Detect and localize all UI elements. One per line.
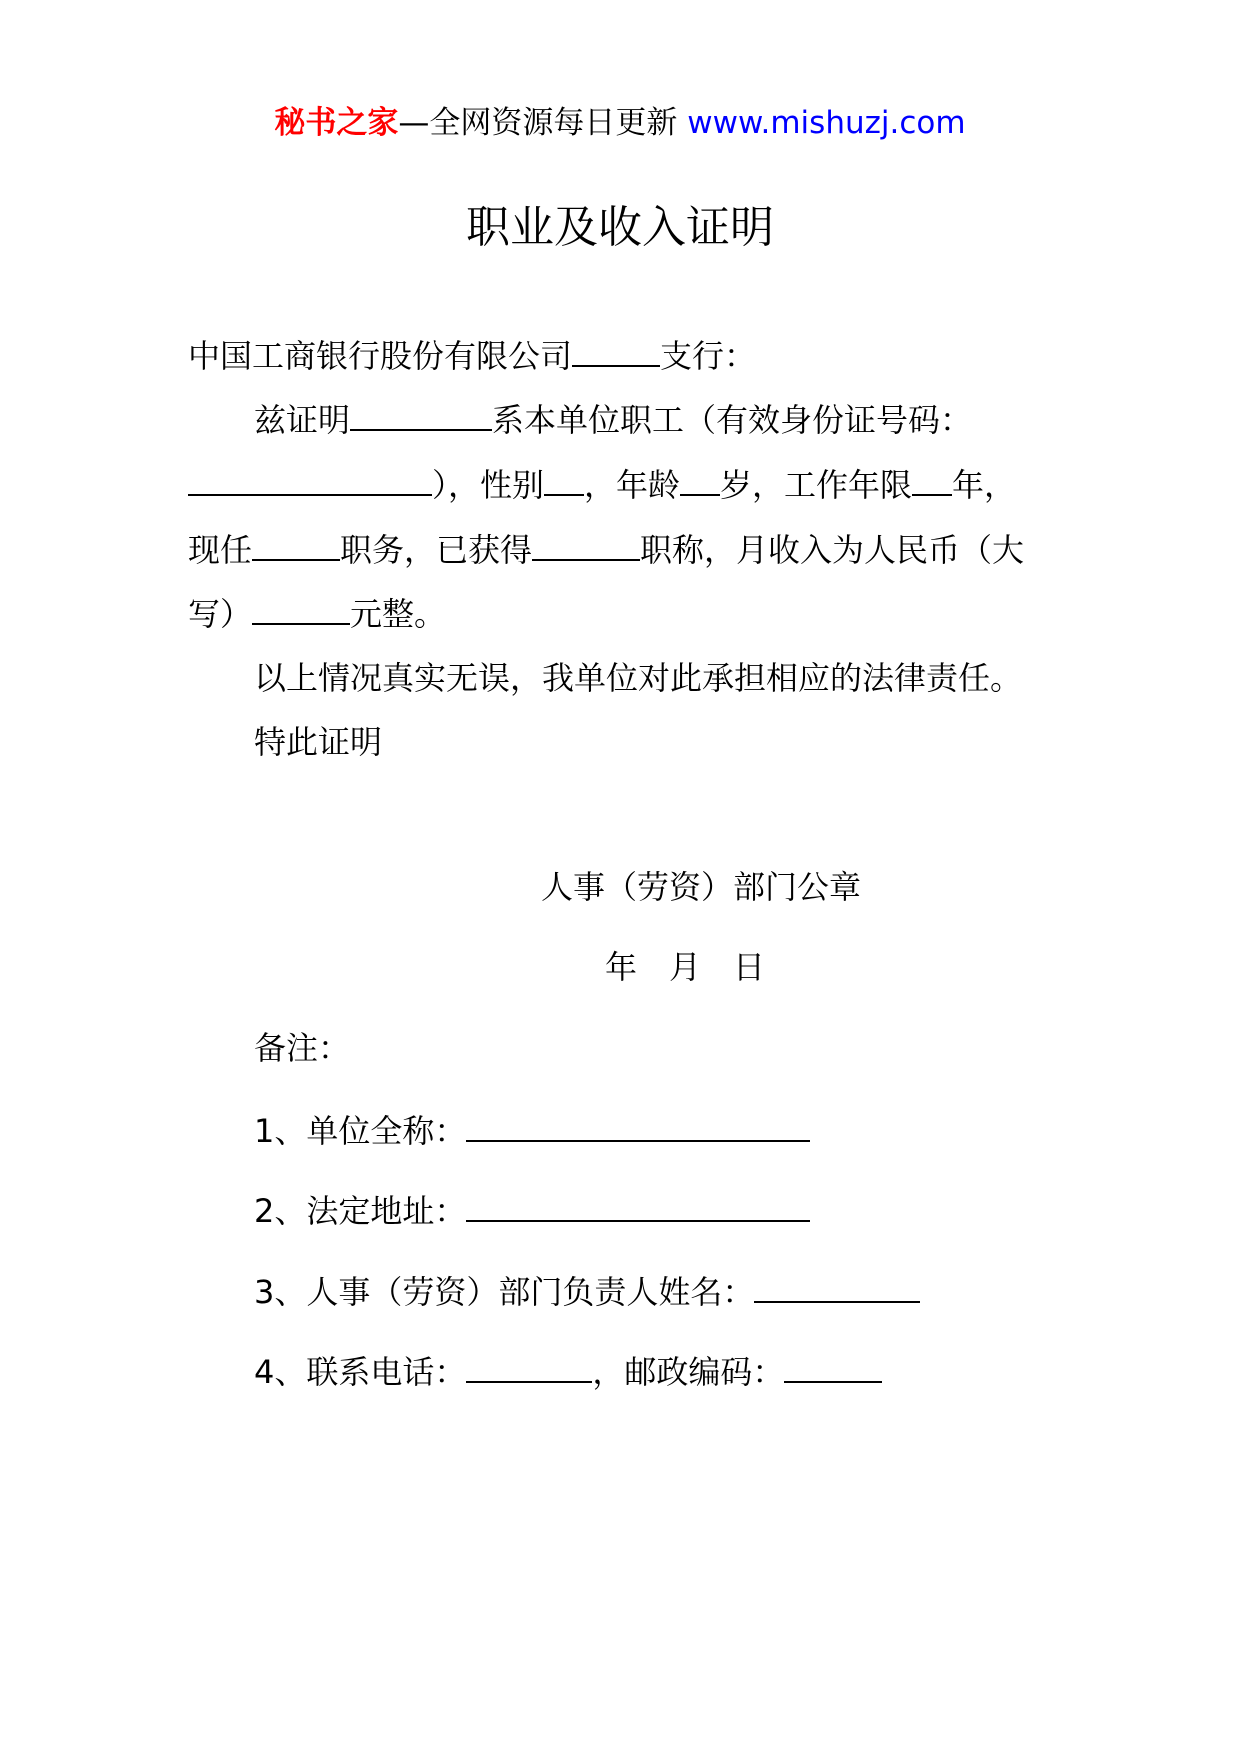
p2-text-a: ），性别 (432, 466, 545, 504)
gender-blank[interactable] (544, 464, 584, 496)
p2-text-b: ，年龄 (584, 466, 681, 504)
p4-text-b: 元整。 (350, 595, 447, 633)
statement-text: 以上情况真实无误，我单位对此承担相应的法律责任。 (254, 659, 1023, 697)
body-line-1 (254, 399, 972, 440)
phone-blank[interactable] (466, 1351, 592, 1383)
years-blank[interactable] (912, 464, 952, 496)
remark-1-label: 1、单位全称： (254, 1112, 467, 1150)
p4-text-a: 写） (188, 595, 253, 633)
income-amount-blank[interactable] (252, 593, 350, 625)
p3-text-a: 现任 (188, 531, 253, 569)
body-line-3 (188, 529, 1024, 570)
p3-text-b: 职务，已获得 (340, 531, 533, 569)
remarks-label: 备注： (254, 1029, 351, 1067)
professional-title-blank[interactable] (532, 529, 640, 561)
addressee-bank: 中国工商银行股份有限公司 (188, 337, 573, 375)
p3-text-c: 职称，月收入为人民币（大 (640, 531, 1025, 569)
remark-4-label: 4、联系电话： (254, 1353, 467, 1391)
unit-full-name-blank[interactable] (466, 1110, 810, 1142)
p1-text-b: 系本单位职工（有效身份证号码： (492, 401, 973, 439)
site-tagline: —全网资源每日更新 (398, 105, 688, 141)
employee-name-blank[interactable] (350, 399, 492, 431)
position-blank[interactable] (252, 529, 340, 561)
remark-item-1 (254, 1110, 810, 1151)
remark-3-label: 3、人事（劳资）部门负责人姓名： (254, 1273, 755, 1311)
remark-2-label: 2、法定地址： (254, 1192, 467, 1230)
document-title: 职业及收入证明 (466, 202, 774, 253)
p2-text-c: 岁，工作年限 (720, 466, 913, 504)
branch-blank[interactable] (572, 335, 660, 367)
remark-item-3 (254, 1271, 920, 1312)
id-number-blank[interactable] (188, 464, 432, 496)
postal-code-label: ，邮政编码： (592, 1353, 785, 1391)
p2-text-d: 年， (952, 466, 1017, 504)
date-line (605, 947, 765, 987)
date-day-label: 日 (733, 948, 766, 986)
date-year-label: 年 (605, 948, 638, 986)
seal-label: 人事（劳资）部门公章 (541, 868, 862, 906)
remark-item-2 (254, 1190, 810, 1231)
addressee-line (188, 335, 756, 376)
age-blank[interactable] (680, 464, 720, 496)
site-brand: 秘书之家 (274, 105, 399, 141)
body-line-4 (188, 593, 446, 634)
hr-head-name-blank[interactable] (754, 1271, 920, 1303)
p1-text-a: 兹证明 (254, 401, 351, 439)
legal-address-blank[interactable] (466, 1190, 810, 1222)
closing-text: 特此证明 (254, 723, 383, 761)
site-url-link[interactable]: www.mishuzj.com (687, 105, 966, 141)
remark-item-4 (254, 1351, 882, 1392)
site-header (0, 103, 1240, 143)
body-line-2 (188, 464, 1016, 505)
date-month-label: 月 (669, 948, 702, 986)
addressee-suffix: 支行： (660, 337, 757, 375)
postal-code-blank[interactable] (784, 1351, 882, 1383)
